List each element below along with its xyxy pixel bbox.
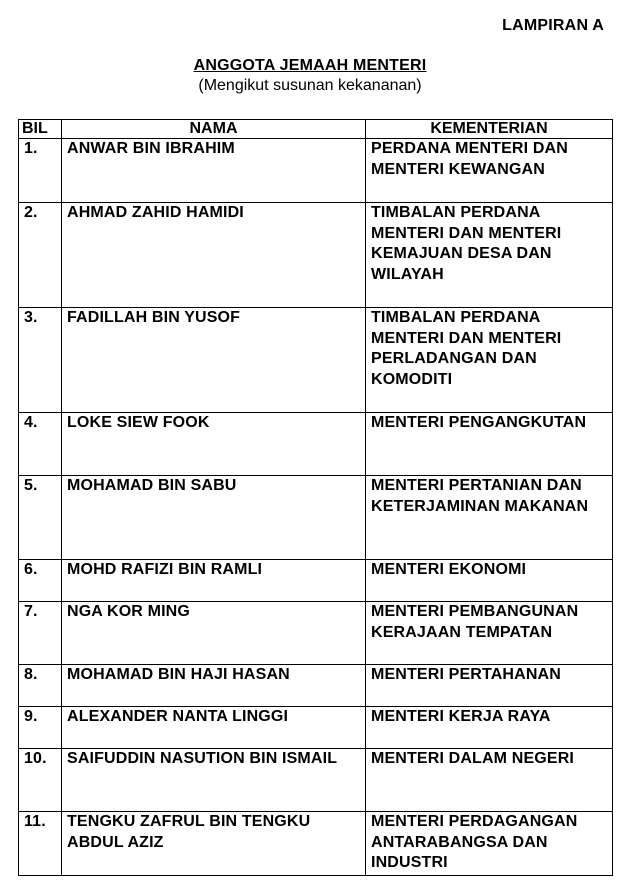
cell-bil: 1. bbox=[19, 139, 62, 203]
table-row bbox=[19, 203, 613, 308]
cell-bil: 11. bbox=[19, 812, 62, 876]
table-row bbox=[19, 812, 613, 876]
cell-bil: 3. bbox=[19, 308, 62, 413]
cell-kementerian: MENTERI PERDAGANGAN ANTARABANGSA DAN INDUSTRI bbox=[366, 812, 613, 876]
cell-kementerian: TIMBALAN PERDANA MENTERI DAN MENTERI KEMAJUAN DESA DAN WILAYAH bbox=[366, 203, 613, 308]
cell-bil: 5. bbox=[19, 476, 62, 560]
header-nama: NAMA bbox=[62, 120, 366, 139]
header-kementerian: KEMENTERIAN bbox=[366, 120, 613, 139]
document-title: ANGGOTA JEMAAH MENTERI bbox=[193, 57, 427, 74]
table-row bbox=[19, 413, 613, 476]
cell-nama: ALEXANDER NANTA LINGGI bbox=[62, 707, 366, 749]
cell-kementerian: MENTERI PERTAHANAN bbox=[366, 665, 613, 707]
table-row bbox=[19, 476, 613, 560]
cell-nama: SAIFUDDIN NASUTION BIN ISMAIL bbox=[62, 749, 366, 812]
cell-bil: 6. bbox=[19, 560, 62, 602]
cell-nama: LOKE SIEW FOOK bbox=[62, 413, 366, 476]
cell-bil: 2. bbox=[19, 203, 62, 308]
table-row bbox=[19, 665, 613, 707]
cell-nama: MOHAMAD BIN HAJI HASAN bbox=[62, 665, 366, 707]
cell-kementerian: MENTERI PEMBANGUNAN KERAJAAN TEMPATAN bbox=[366, 602, 613, 665]
cell-nama: MOHAMAD BIN SABU bbox=[62, 476, 366, 560]
table-row bbox=[19, 707, 613, 749]
table-row bbox=[19, 749, 613, 812]
annex-label: LAMPIRAN A bbox=[502, 17, 604, 34]
cell-nama: MOHD RAFIZI BIN RAMLI bbox=[62, 560, 366, 602]
cell-nama: ANWAR BIN IBRAHIM bbox=[62, 139, 366, 203]
cell-nama: TENGKU ZAFRUL BIN TENGKU ABDUL AZIZ bbox=[62, 812, 366, 876]
table-row bbox=[19, 308, 613, 413]
document-subtitle: (Mengikut susunan kekananan) bbox=[198, 77, 422, 94]
table-row bbox=[19, 139, 613, 203]
cell-kementerian: MENTERI KERJA RAYA bbox=[366, 707, 613, 749]
cell-bil: 9. bbox=[19, 707, 62, 749]
cell-bil: 8. bbox=[19, 665, 62, 707]
cell-nama: FADILLAH BIN YUSOF bbox=[62, 308, 366, 413]
cell-kementerian: TIMBALAN PERDANA MENTERI DAN MENTERI PERLADANGAN DAN KOMODITI bbox=[366, 308, 613, 413]
cabinet-members-table bbox=[18, 119, 613, 876]
cell-nama: NGA KOR MING bbox=[62, 602, 366, 665]
cell-kementerian: MENTERI EKONOMI bbox=[366, 560, 613, 602]
cell-bil: 10. bbox=[19, 749, 62, 812]
cell-bil: 4. bbox=[19, 413, 62, 476]
cell-kementerian: PERDANA MENTERI DAN MENTERI KEWANGAN bbox=[366, 139, 613, 203]
cell-kementerian: MENTERI PENGANGKUTAN bbox=[366, 413, 613, 476]
cell-nama: AHMAD ZAHID HAMIDI bbox=[62, 203, 366, 308]
cell-kementerian: MENTERI PERTANIAN DAN KETERJAMINAN MAKANAN bbox=[366, 476, 613, 560]
cell-bil: 7. bbox=[19, 602, 62, 665]
table-row bbox=[19, 602, 613, 665]
table-header-row bbox=[19, 120, 613, 139]
cell-kementerian: MENTERI DALAM NEGERI bbox=[366, 749, 613, 812]
table-row bbox=[19, 560, 613, 602]
header-bil: BIL bbox=[19, 120, 62, 139]
